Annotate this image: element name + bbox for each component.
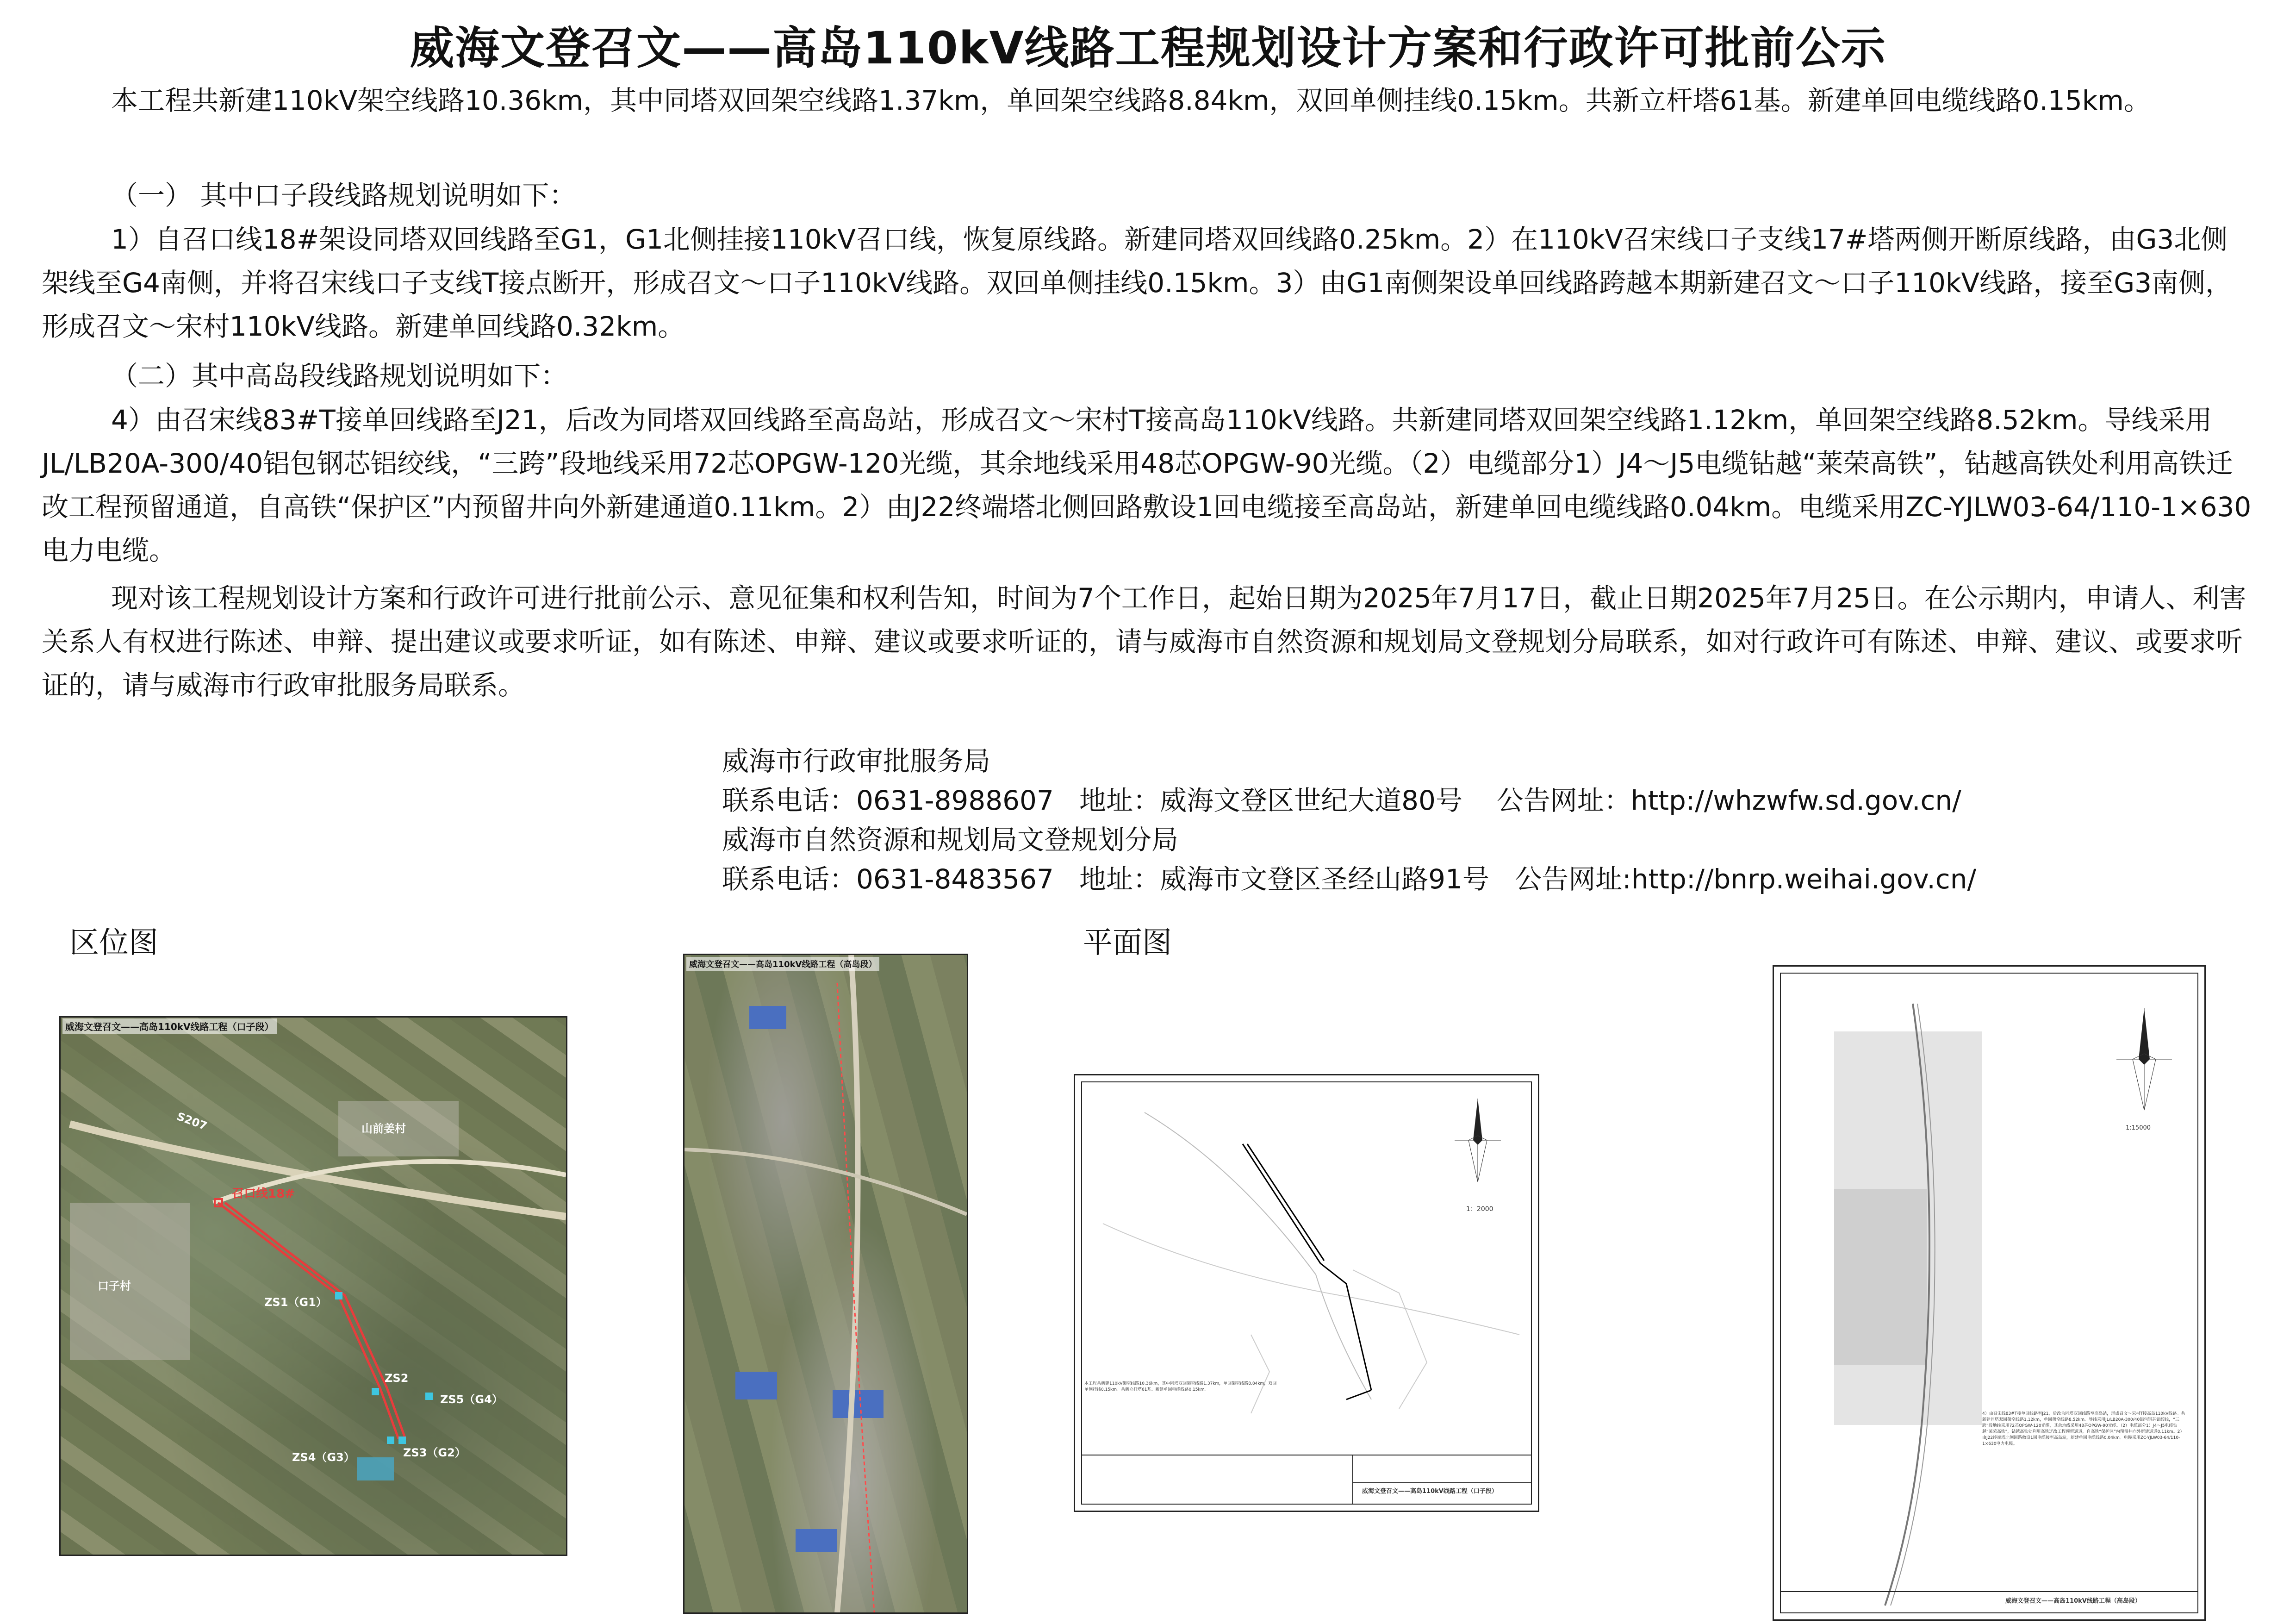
building	[796, 1529, 837, 1552]
contact-org-1: 威海市行政审批服务局	[722, 745, 991, 777]
plan-drawing	[1774, 967, 2204, 1619]
building	[735, 1372, 777, 1399]
notice-paragraph: 现对该工程规划设计方案和行政许可进行批前公示、意见征集和权利告知，时间为7个工作日，起始日期为2025年7月17日，截止日期2025年7月25日。在公示期内，申请人、利害关系人有权进行陈述、申辩、提出建议或要求听证，如有陈述、申辩、建议或要求听证的，请与威海市自然资源和规划局文登规划分局联系，如对行政许可有陈述、申辩、建议、或要求听证的，请与威海市行政审批服务局联系。	[42, 582, 2246, 701]
compass-icon	[2116, 1008, 2172, 1110]
tower-marker	[335, 1292, 342, 1299]
section2-body: 4）由召宋线83#T接单回线路至J21，后改为同塔双回线路至高岛站，形成召文～宋村T接高岛110kV线路。共新建同塔双回架空线路1.12km，单回架空线路8.52km。导线采用JL/LB20A-300/40铝包钢芯铝绞线，“三跨”段地线采用72芯OPGW-120光缆，其余地线采用48芯OPGW-90光缆。（2）电缆部分1）J4～J5电缆钻越“莱荣高铁”，钻越高铁处利用高铁迁改工程预留通道，自高铁“保护区”内预留井向外新建通道0.11km。2）由J22终端塔北侧回路敷设1回电缆接至高岛站，新建单回电缆线路0.04km。电缆采用ZC-YJLW03-64/110-1×630电力电缆。	[42, 404, 2252, 566]
village-label: 口子村	[98, 1280, 131, 1293]
tower-label: ZS5（G4）	[440, 1393, 503, 1406]
rail-line	[837, 955, 858, 1612]
tower-marker	[425, 1393, 433, 1400]
section1-body: 1）自召口线18#架设同塔双回线路至G1，G1北侧挂接110kV召口线，恢复原线路。新建同塔双回线路0.25km。2）在110kV召宋线口子支线17#塔两侧开断原线路，由G3北侧架线至G4南侧，并将召宋线口子支线T接点断开，形成召文～口子110kV线路。双回单侧挂线0.15km。3）由G1南侧架设单回线路跨越本期新建召文～口子110kV线路，接至G3南侧，形成召文～宋村110kV线路。新建单回线路0.32km。	[42, 224, 2233, 342]
location-map-label: 区位图	[69, 926, 158, 960]
tower-label: ZS1（G1）	[264, 1296, 327, 1309]
plan-map-gaodao	[1773, 965, 2206, 1621]
start-point-label: 召口线18#	[232, 1187, 295, 1201]
contact-line-1: 联系电话：0631-8988607 地址：威海文登区世纪大道80号 公告网址：http://whzwfw.sd.gov.cn/	[722, 785, 1961, 816]
building	[749, 1006, 786, 1029]
location-map-kouzi	[59, 1016, 567, 1556]
building	[833, 1390, 884, 1418]
tower-marker	[372, 1388, 379, 1395]
section1-heading: （一） 其中口子段线路规划说明如下：	[111, 180, 576, 211]
plan-map-kouzi	[1074, 1074, 1539, 1512]
page-title: 威海文登召文——高岛110kV线路工程规划设计方案和行政许可批前公示	[410, 22, 1886, 74]
plan-notes: 4）由召宋线83#T接单回线路至J21，后改为同塔双回线路至高岛站，形成召文～宋村T接高岛110kV线路。共新建同塔双回架空线路1.12km，单回架空线路8.52km。导线采用JL/LB20A-300/40铝包钢芯铝绞线，“三跨”段地线采用72芯OPGW-120光缆，其余地线采用48芯OPGW-90光缆。（2）电缆部分1）J4～J5电缆钻越“莱荣高铁”，钻越高铁处利用高铁迁改工程预留通道，自高铁“保护区”内预留井向外新建通道0.11km。2）由J22终端塔北侧回路敷设1回电缆接至高岛站，新建单回电缆线路0.04km。电缆采用ZC-YJLW03-64/110-1×630电力电缆。	[1982, 1412, 2185, 1446]
route-line	[218, 1203, 398, 1439]
tower-label: ZS4（G3）	[292, 1451, 355, 1464]
compass-icon	[1455, 1099, 1501, 1182]
route-overlay	[684, 955, 967, 1612]
plan-footer: 威海文登召文——高岛110kV线路工程（高岛段）	[2005, 1598, 2141, 1605]
tower-label: ZS3（G2）	[403, 1446, 466, 1459]
route-overlay	[61, 1018, 566, 1555]
tower-marker	[398, 1437, 406, 1444]
plan-footer: 威海文登召文——高岛110kV线路工程（口子段）	[1362, 1488, 1498, 1495]
plan-map-label: 平面图	[1083, 926, 1172, 960]
contact-line-2: 联系电话：0631-8483567 地址：威海市文登区圣经山路91号 公告网址:http://bnrp.weihai.gov.cn/	[722, 863, 1977, 895]
intro-paragraph: 本工程共新建110kV架空线路10.36km，其中同塔双回架空线路1.37km，单回架空线路8.84km，双回单侧挂线0.15km。共新立杆塔61基。新建单回电缆线路0.15km。	[111, 85, 2151, 116]
road	[684, 1149, 967, 1214]
tower-marker	[387, 1437, 394, 1444]
section2-heading: （二）其中高岛段线路规划说明如下：	[111, 360, 568, 392]
plan-notes: 本工程共新建110kV架空线路10.36km，其中同塔双回架空线路1.37km，单回架空线路8.84km，双回单侧挂线0.15km。共新立杆塔61基。新建单回电缆线路0.15km。	[1084, 1381, 1277, 1392]
route-line	[225, 1203, 405, 1439]
route-line	[1243, 1144, 1371, 1390]
location-map-gaodao	[683, 954, 968, 1614]
map-title: 威海文登召文——高岛110kV线路工程（高岛段）	[686, 957, 879, 971]
scale-label: 1：2000	[1466, 1206, 1493, 1213]
plan-drawing	[1075, 1075, 1538, 1511]
map-title: 威海文登召文——高岛110kV线路工程（口子段）	[62, 1018, 277, 1034]
road-label: S207	[175, 1110, 209, 1133]
pond	[357, 1457, 394, 1480]
contact-org-2: 威海市自然资源和规划局文登规划分局	[722, 824, 1179, 856]
scale-label: 1:15000	[2126, 1124, 2151, 1131]
tower-label: ZS2	[385, 1372, 409, 1385]
village-label: 山前姜村	[361, 1122, 406, 1135]
